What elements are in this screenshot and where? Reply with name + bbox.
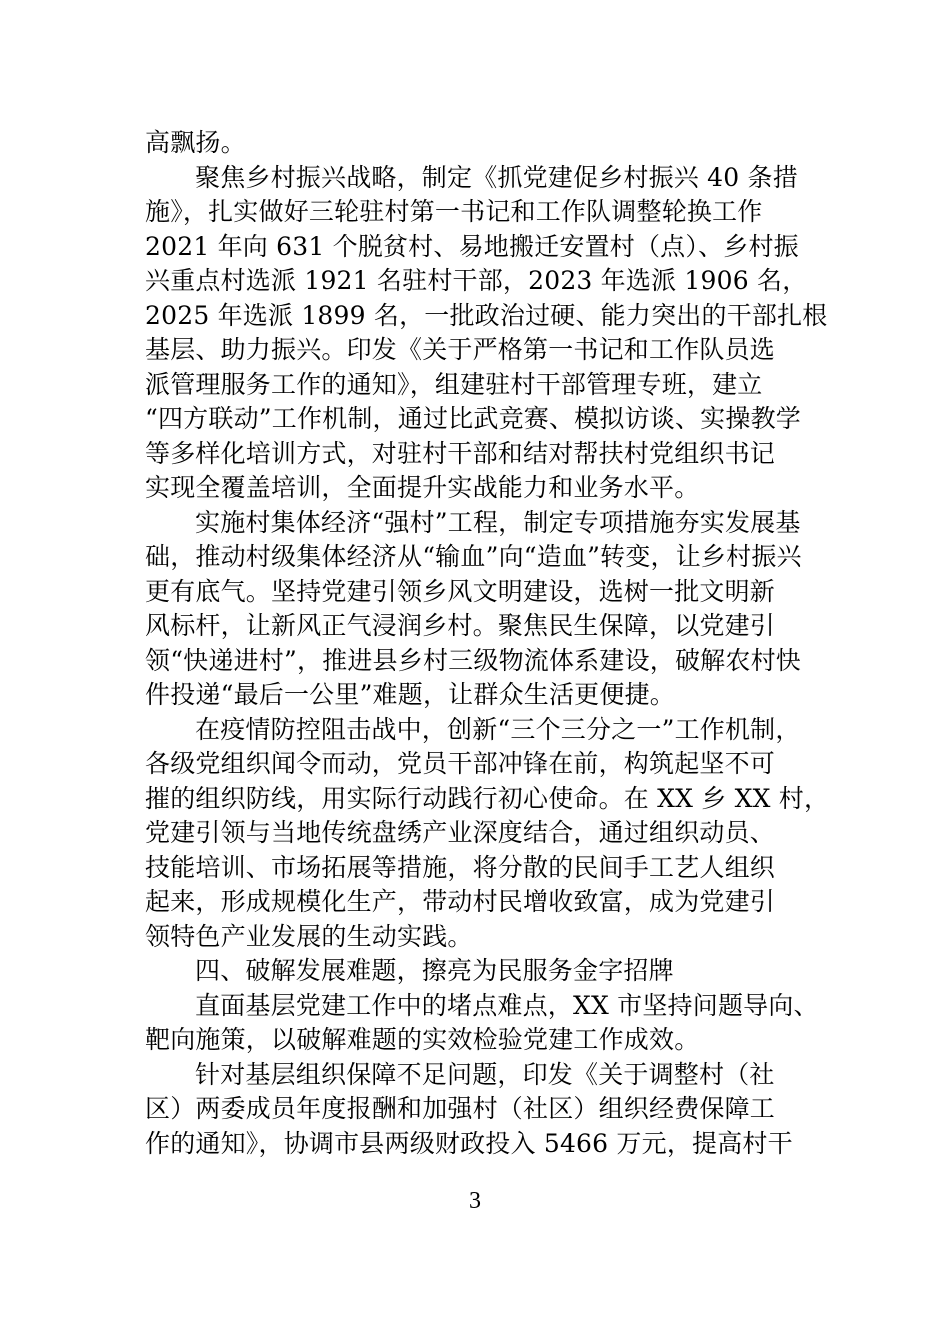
paragraph-start-line: 实施村集体经济“强村”工程，制定专项措施夯实发展基 [195, 507, 801, 537]
text-line: 风标杆，让新风正气浸润乡村。聚焦民生保障，以党建引 [145, 611, 776, 640]
section-heading: 四、破解发展难题，擦亮为民服务金字招牌 [195, 956, 674, 985]
text-line: 作的通知》，协调市县两级财政投入 5466 万元，提高村干 [145, 1128, 793, 1158]
body-text [145, 126, 845, 1161]
text-line: 起来，形成规模化生产，带动村民增收致富，成为党建引 [145, 887, 776, 916]
paragraph-start-line: 在疫情防控阻击战中，创新“三个三分之一”工作机制， [195, 714, 801, 744]
text-line: 件投递“最后一公里”难题，让群众生活更便捷。 [145, 680, 675, 709]
paragraph-start-line: 聚焦乡村振兴战略，制定《抓党建促乡村振兴 40 条措 [195, 162, 798, 192]
text-line: “四方联动”工作机制，通过比武竞赛、模拟访谈、实操教学 [145, 404, 801, 433]
text-line: 靶向施策，以破解难题的实效检验党建工作成效。 [145, 1025, 700, 1054]
text-line: 高飘扬。 [145, 128, 246, 157]
text-line: 施》，扎实做好三轮驻村第一书记和工作队调整轮换工作 [145, 197, 763, 226]
text-line: 区）两委成员年度报酬和加强村（社区）组织经费保障工 [145, 1094, 776, 1123]
text-line: 基层、助力振兴。印发《关于严格第一书记和工作队员选 [145, 335, 776, 364]
text-line: 领特色产业发展的生动实践。 [145, 921, 473, 951]
text-line: 摧的组织防线，用实际行动践行初心使命。在 XX 乡 XX 村， [145, 783, 830, 813]
paragraph-start-line: 针对基层组织保障不足问题，印发《关于调整村（社 [195, 1059, 775, 1089]
paragraph-start-line: 直面基层党建工作中的堵点难点，XX 市坚持问题导向、 [195, 990, 819, 1020]
text-line: 党建引领与当地传统盘绣产业深度结合，通过组织动员、 [145, 818, 776, 847]
text-line: 派管理服务工作的通知》，组建驻村干部管理专班，建立 [145, 369, 763, 399]
text-line: 实现全覆盖培训，全面提升实战能力和业务水平。 [145, 473, 700, 502]
text-line: 2025 年选派 1899 名，一批政治过硬、能力突出的干部扎根 [145, 300, 828, 330]
text-line: 更有底气。坚持党建引领乡风文明建设，选树一批文明新 [145, 576, 776, 606]
text-line: 础，推动村级集体经济从“输血”向“造血”转变，让乡村振兴 [145, 542, 802, 571]
page-number: 3 [469, 1188, 481, 1214]
text-line: 技能培训、市场拓展等措施，将分散的民间手工艺人组织 [145, 852, 776, 882]
text-line: 领“快递进村”，推进县乡村三级物流体系建设，破解农村快 [145, 645, 801, 675]
text-line: 等多样化培训方式，对驻村干部和结对帮扶村党组织书记 [145, 438, 776, 468]
text-line: 各级党组织闻令而动，党员干部冲锋在前，构筑起坚不可 [145, 749, 776, 778]
text-line: 2021 年向 631 个脱贫村、易地搬迁安置村（点）、乡村振 [145, 231, 799, 261]
text-line: 兴重点村选派 1921 名驻村干部，2023 年选派 1906 名， [145, 266, 808, 295]
